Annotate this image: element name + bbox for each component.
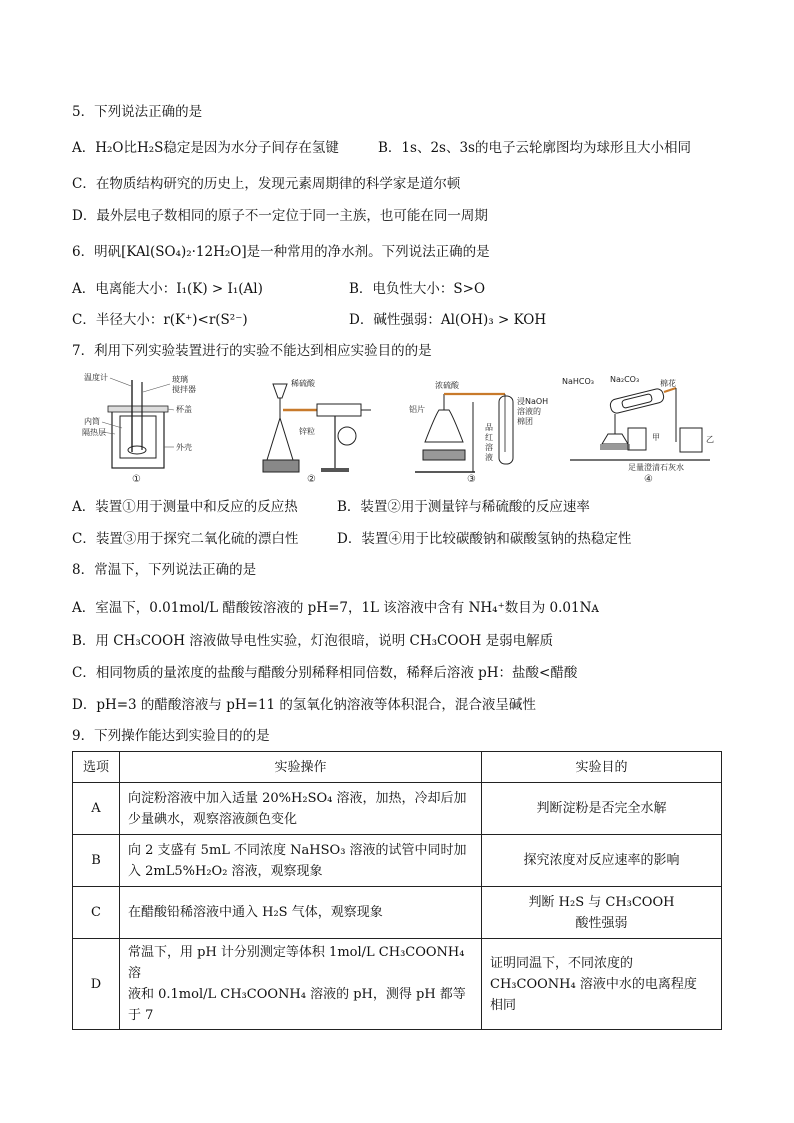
q9-table	[72, 751, 722, 1030]
row-b-operation-line2: 入 2mL5%H₂O₂ 溶液，观察现象	[128, 863, 323, 879]
label-cotton: 棉团	[517, 417, 533, 426]
label-zinc-granules: 锌粒	[299, 427, 315, 436]
q7-option-c: C．装置③用于探究二氧化硫的漂白性	[72, 531, 299, 547]
row-d-operation-line2: 液和 0.1mol/L CH₃COONH₄ 溶液的 pH，测得 pH 都等于 7	[128, 987, 466, 1023]
label-dilute-sulfuric-acid: 稀硫酸	[291, 379, 315, 388]
row-a-goal: 判断淀粉是否完全水解	[482, 783, 722, 835]
row-c-operation: 在醋酸铅稀溶液中通入 H₂S 气体，观察现象	[120, 887, 482, 939]
q5-option-c: C．在物质结构研究的历史上，发现元素周期律的科学家是道尔顿	[72, 176, 461, 192]
row-b-operation	[120, 835, 482, 887]
table-header-row	[73, 752, 722, 783]
row-b-goal: 探究浓度对反应速率的影响	[482, 835, 722, 887]
row-c-goal	[482, 887, 722, 939]
row-c-goal-line2: 酸性强弱	[575, 915, 628, 931]
figure-number-4: ④	[644, 474, 653, 485]
q8-option-a: A．室温下，0.01mol/L 醋酸铵溶液的 pH=7，1L 该溶液中含有 NH₄⁺数目为 0.01Nᴀ	[72, 600, 600, 616]
q5-option-b: B．1s、2s、3s的电子云轮廓图均为球形且大小相同	[378, 140, 691, 156]
q6-option-a: A．电离能大小：I₁(K) > I₁(Al)	[72, 281, 263, 297]
row-c-goal-line1: 判断 H₂S 与 CH₃COOH	[528, 894, 675, 910]
label-solution-of: 溶液的	[517, 407, 541, 416]
q7-stem: 7．利用下列实验装置进行的实验不能达到相应实验目的的是	[72, 343, 432, 359]
label-beaker-jia: 甲	[652, 433, 660, 442]
header-goal: 实验目的	[482, 752, 722, 783]
label-naoh-soaked: 浸NaOH	[517, 397, 549, 406]
q9-stem: 9．下列操作能达到实验目的的是	[72, 728, 270, 744]
label-cotton-4: 棉花	[660, 379, 676, 388]
q6-stem: 6．明矾[KAl(SO₄)₂·12H₂O]是一种常用的净水剂。下列说法正确的是	[72, 244, 490, 260]
row-b-option: B	[73, 835, 120, 887]
label-outer-shell: 外壳	[176, 443, 192, 452]
table-row	[73, 939, 722, 1030]
label-insulation: 隔热层	[82, 428, 106, 437]
row-a-operation	[120, 783, 482, 835]
row-d-goal-line1: 证明同温下，不同浓度的	[490, 955, 634, 971]
q8-stem: 8．常温下，下列说法正确的是	[72, 562, 257, 578]
q8-option-c: C．相同物质的量浓度的盐酸与醋酸分别稀释相同倍数，稀释后溶液 pH：盐酸<醋酸	[72, 665, 578, 681]
label-hong: 红	[485, 433, 493, 442]
label-glass: 玻璃	[172, 375, 188, 384]
q7-option-b: B．装置②用于测量锌与稀硫酸的反应速率	[337, 499, 590, 515]
row-a-option: A	[73, 783, 120, 835]
row-a-operation-line1: 向淀粉溶液中加入适量 20%H₂SO₄ 溶液，加热，冷却后加	[128, 790, 467, 806]
q8-option-b: B．用 CH₃COOH 溶液做导电性实验，灯泡很暗，说明 CH₃COOH 是弱电解质	[72, 633, 554, 649]
table-row	[73, 887, 722, 939]
label-na2co3: Na₂CO₃	[610, 375, 640, 384]
label-stirrer: 搅拌器	[172, 385, 196, 394]
label-beaker-yi: 乙	[706, 435, 714, 444]
row-c-option: C	[73, 887, 120, 939]
header-operation: 实验操作	[120, 752, 482, 783]
row-d-operation-line1: 常温下，用 pH 计分别测定等体积 1mol/L CH₃COONH₄ 溶	[128, 945, 465, 981]
label-inner-cup: 内筒	[84, 417, 100, 426]
q5-option-d: D．最外层电子数相同的原子不一定位于同一主族，也可能在同一周期	[72, 208, 488, 224]
label-nahco3: NaHCO₃	[562, 377, 594, 386]
row-d-goal-line3: 相同	[490, 997, 517, 1013]
row-b-operation-line1: 向 2 支盛有 5mL 不同浓度 NaHSO₃ 溶液的试管中同时加	[128, 842, 467, 858]
label-ye: 液	[485, 453, 493, 462]
apparatus-1-calorimeter	[82, 372, 202, 484]
q6-option-b: B．电负性大小：S>O	[349, 281, 486, 297]
apparatus-2-gas-syringe	[255, 372, 375, 484]
header-option: 选项	[73, 752, 120, 783]
q5-stem: 5．下列说法正确的是	[72, 104, 203, 120]
table-row	[73, 835, 722, 887]
label-rong: 溶	[485, 443, 493, 452]
row-d-option: D	[73, 939, 120, 1030]
q8-option-d: D．pH=3 的醋酸溶液与 pH=11 的氢氧化钠溶液等体积混合，混合液呈碱性	[72, 697, 536, 713]
figure-number-3: ③	[467, 474, 476, 485]
figure-number-1: ①	[132, 474, 141, 485]
figure-number-2: ②	[307, 474, 316, 485]
q5-option-a: A．H₂O比H₂S稳定是因为水分子间存在氢键	[72, 140, 339, 156]
row-d-goal-line2: CH₃COONH₄ 溶液中水的电离程度	[490, 976, 697, 992]
label-pin: 品	[485, 423, 493, 432]
label-conc-sulfuric-acid: 浓硫酸	[435, 381, 459, 390]
row-d-operation	[120, 939, 482, 1030]
row-a-operation-line2: 少量碘水，观察溶液颜色变化	[128, 811, 298, 827]
q6-option-c: C．半径大小：r(K⁺)<r(S²⁻)	[72, 312, 248, 328]
label-aluminum-sheet: 铝片	[409, 405, 425, 414]
apparatus-4-thermal-stability	[560, 372, 730, 484]
label-thermometer: 温度计	[84, 373, 108, 382]
apparatus-3-so2-bleaching	[405, 372, 549, 485]
table-row	[73, 783, 722, 835]
label-limewater: 足量澄清石灰水	[628, 463, 684, 472]
q7-option-a: A．装置①用于测量中和反应的反应热	[72, 499, 298, 515]
q6-option-d: D．碱性强弱：Al(OH)₃ > KOH	[349, 312, 547, 328]
label-lid: 杯盖	[176, 405, 192, 414]
row-d-goal	[482, 939, 722, 1030]
q7-option-d: D．装置④用于比较碳酸钠和碳酸氢钠的热稳定性	[337, 531, 632, 547]
